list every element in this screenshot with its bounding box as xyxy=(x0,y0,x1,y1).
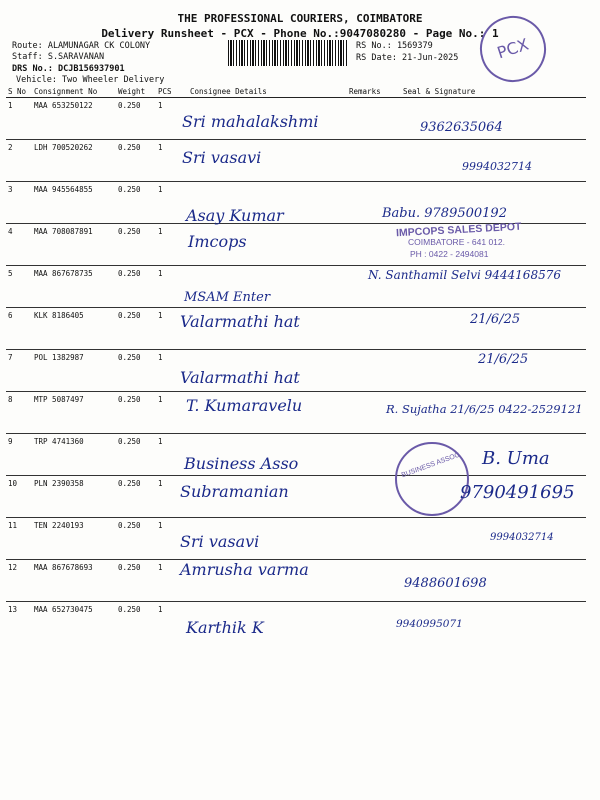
business-assoc-stamp-text: BUSINESS ASSOC xyxy=(400,451,461,480)
route-label: Route: ALAMUNAGAR CK COLONY xyxy=(12,41,151,51)
hw-name-1: Sri mahalakshmi xyxy=(182,112,319,131)
cell-consignment: MTP 5087497 xyxy=(32,392,116,434)
cell-remarks xyxy=(347,476,401,518)
hw-name-3: Asay Kumar xyxy=(186,206,284,225)
hw-sig-8: R. Sujatha 21/6/25 0422-2529121 xyxy=(386,402,583,416)
cell-remarks xyxy=(347,350,401,392)
hw-name-9: Business Asso xyxy=(184,454,299,473)
cell-sno: 9 xyxy=(6,434,32,476)
hw-name-8: T. Kumaravelu xyxy=(186,396,303,415)
cell-pcs: 1 xyxy=(156,518,188,560)
col-sno: S No xyxy=(6,86,32,98)
pcx-stamp: PCX xyxy=(471,7,554,90)
cell-consignment: MAA 867678693 xyxy=(32,560,116,602)
cell-sno: 13 xyxy=(6,602,32,644)
cell-pcs: 1 xyxy=(156,224,188,266)
cell-sno: 3 xyxy=(6,182,32,224)
hw-name-2: Sri vasavi xyxy=(182,148,262,167)
hw-sig-10: 9790491695 xyxy=(460,482,575,503)
cell-consignment: MAA 945564855 xyxy=(32,182,116,224)
company-title: THE PROFESSIONAL COURIERS, COIMBATORE xyxy=(177,12,423,25)
cell-pcs: 1 xyxy=(156,392,188,434)
cell-consignment: MAA 708087891 xyxy=(32,224,116,266)
cell-weight: 0.250 xyxy=(118,101,141,110)
rs-number: RS No.: 1569379 xyxy=(356,41,433,51)
cell-weight: 0.250 xyxy=(116,224,156,266)
cell-weight: 0.250 xyxy=(116,392,156,434)
hw-name-7: Valarmathi hat xyxy=(180,368,300,387)
col-weight: Weight xyxy=(116,86,156,98)
cell-pcs: 1 xyxy=(156,350,188,392)
hw-sig-2: 9994032714 xyxy=(462,160,532,173)
cell-pcs: 1 xyxy=(156,560,188,602)
cell-consignment: TRP 4741360 xyxy=(32,434,116,476)
cell-pcs: 1 xyxy=(158,101,163,110)
cell-remarks xyxy=(347,602,401,644)
cell-weight: 0.250 xyxy=(116,266,156,308)
depot-stamp-line1: IMPCOPS SALES DEPOT xyxy=(395,220,522,240)
cell-remarks xyxy=(347,560,401,602)
col-remarks: Remarks xyxy=(347,86,401,98)
cell-consignment: MAA 867678735 xyxy=(32,266,116,308)
cell-weight: 0.250 xyxy=(116,518,156,560)
rs-date: RS Date: 21-Jun-2025 xyxy=(356,53,459,63)
cell-sno: 8 xyxy=(6,392,32,434)
hw-sig-6: 21/6/25 xyxy=(470,312,521,327)
cell-weight: 0.250 xyxy=(116,308,156,350)
col-consignment: Consignment No xyxy=(32,86,116,98)
cell-weight: 0.250 xyxy=(116,476,156,518)
runsheet-subtitle: Delivery Runsheet - PCX - Phone No.:9047080280 - Page No.: 1 xyxy=(101,27,499,40)
cell-remarks xyxy=(347,140,401,182)
cell-weight: 0.250 xyxy=(116,182,156,224)
col-pcs: PCS xyxy=(156,86,188,98)
cell-pcs: 1 xyxy=(156,266,188,308)
cell-remarks xyxy=(347,224,401,266)
hw-name-12: Amrusha varma xyxy=(180,560,309,579)
cell-remarks xyxy=(347,518,401,560)
cell-sno: 12 xyxy=(6,560,32,602)
cell-weight: 0.250 xyxy=(116,560,156,602)
cell-sno: 10 xyxy=(6,476,32,518)
cell-weight: 0.250 xyxy=(116,140,156,182)
cell-consignment: MAA 652730475 xyxy=(32,602,116,644)
hw-name-5: MSAM Enter xyxy=(184,290,271,305)
cell-consignment: LDH 700520262 xyxy=(32,140,116,182)
depot-stamp-line2: COIMBATORE - 641 012. xyxy=(408,237,505,247)
staff-label: Staff: S.SARAVANAN xyxy=(12,52,105,62)
cell-pcs: 1 xyxy=(156,602,188,644)
cell-consignment: MAA 653250122 xyxy=(34,101,93,110)
cell-weight: 0.250 xyxy=(116,350,156,392)
hw-name-13: Karthik K xyxy=(186,618,264,637)
hw-name-11: Sri vasavi xyxy=(180,532,260,551)
cell-pcs: 1 xyxy=(156,476,188,518)
cell-sno: 2 xyxy=(6,140,32,182)
cell-pcs: 1 xyxy=(156,140,188,182)
cell-consignment: TEN 2240193 xyxy=(32,518,116,560)
hw-sig-9: B. Uma xyxy=(482,448,550,469)
hw-sig-5: N. Santhamil Selvi 9444168576 xyxy=(368,268,561,282)
cell-consignment: KLK 8186405 xyxy=(32,308,116,350)
hw-name-4: Imcops xyxy=(188,232,247,251)
cell-sno: 5 xyxy=(6,266,32,308)
cell-remarks xyxy=(347,308,401,350)
hw-sig-7: 21/6/25 xyxy=(478,352,529,367)
hw-sig-3: Babu. 9789500192 xyxy=(382,206,507,221)
cell-sno: 7 xyxy=(6,350,32,392)
vehicle-label: Vehicle: Two Wheeler Delivery xyxy=(16,75,165,85)
col-signature: Seal & Signature xyxy=(401,86,586,98)
cell-consignment: POL 1382987 xyxy=(32,350,116,392)
barcode-image xyxy=(228,40,348,66)
cell-remarks xyxy=(347,98,401,140)
cell-sno: 11 xyxy=(6,518,32,560)
cell-sno: 4 xyxy=(6,224,32,266)
drs-label: DRS No.: DCJB156937901 xyxy=(12,64,125,74)
hw-sig-1: 9362635064 xyxy=(420,120,503,135)
hw-sig-12: 9488601698 xyxy=(404,576,487,591)
cell-weight: 0.250 xyxy=(116,602,156,644)
cell-weight: 0.250 xyxy=(116,434,156,476)
cell-consignment: PLN 2390358 xyxy=(32,476,116,518)
hw-sig-13: 9940995071 xyxy=(396,618,463,630)
table-row xyxy=(6,602,586,644)
table-header-row xyxy=(6,86,586,98)
depot-stamp-line3: PH : 0422 - 2494081 xyxy=(410,249,489,259)
cell-remarks xyxy=(347,434,401,476)
hw-name-10: Subramanian xyxy=(180,482,289,501)
hw-sig-11: 9994032714 xyxy=(490,532,554,543)
hw-name-6: Valarmathi hat xyxy=(180,312,300,331)
cell-sno: 1 xyxy=(8,101,13,110)
cell-sno: 6 xyxy=(6,308,32,350)
cell-pcs: 1 xyxy=(156,434,188,476)
col-consignee: Consignee Details xyxy=(188,86,347,98)
cell-pcs: 1 xyxy=(156,182,188,224)
cell-pcs: 1 xyxy=(156,308,188,350)
